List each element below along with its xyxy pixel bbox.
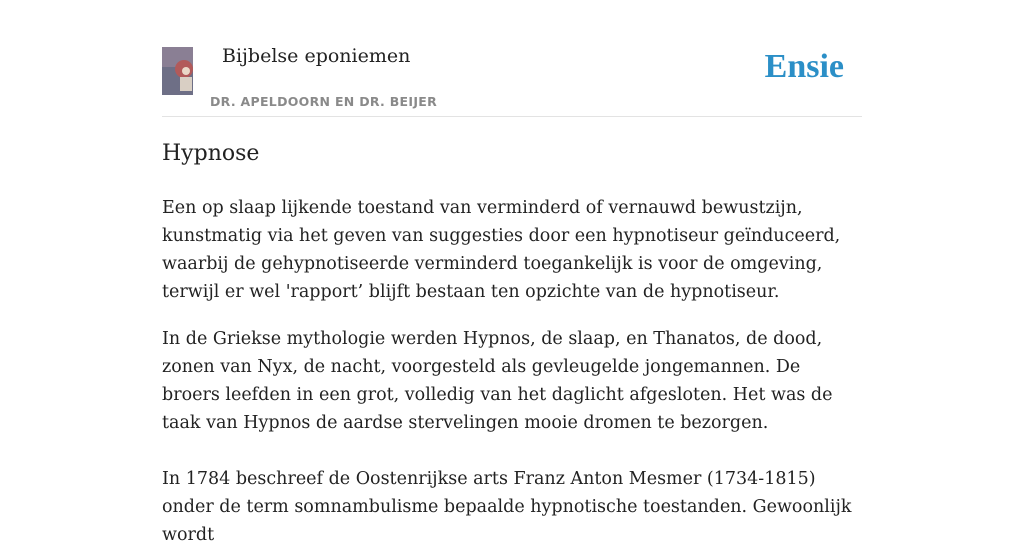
source-title[interactable]: Bijbelse eponiemen — [222, 45, 411, 67]
source-authors: DR. APELDOORN EN DR. BEIJER — [210, 94, 438, 109]
paragraph-mythology: In de Griekse mythologie werden Hypnos, de slaap, en Thanatos, de dood, zonen van Nyx, de nacht, voorgesteld als gevleugelde jongemannen. De broers leefden in een grot, volledig van het daglicht afgesloten. Het was de taak van Hypnos de aardse stervelingen mooie dromen te bezorgen. In 1784 beschreef de Oostenrijkse arts Franz Anton Mesmer (1734-1815) onder de term somnambulisme bepaalde hypnotische toestanden. Gewoonlijk wordt — [162, 329, 852, 545]
ensie-logo[interactable]: Ensie — [764, 48, 844, 85]
book-cover-image — [162, 47, 210, 95]
book-cover-thumbnail[interactable] — [162, 47, 210, 95]
entry-title: Hypnose — [162, 141, 260, 166]
paragraph-definition: Een op slaap lijkende toestand van verminderd of vernauwd bewustzijn, kunstmatig via het geven van suggesties door een hypnotiseur geïnduceerd, waarbij de gehypnotiseerde verminderd toegankelijk is voor de omgeving, terwijl er wel 'rapport’ blijft bestaan ten opzichte van de hypnotiseur. — [162, 198, 841, 302]
header — [162, 40, 862, 117]
article — [162, 136, 862, 549]
